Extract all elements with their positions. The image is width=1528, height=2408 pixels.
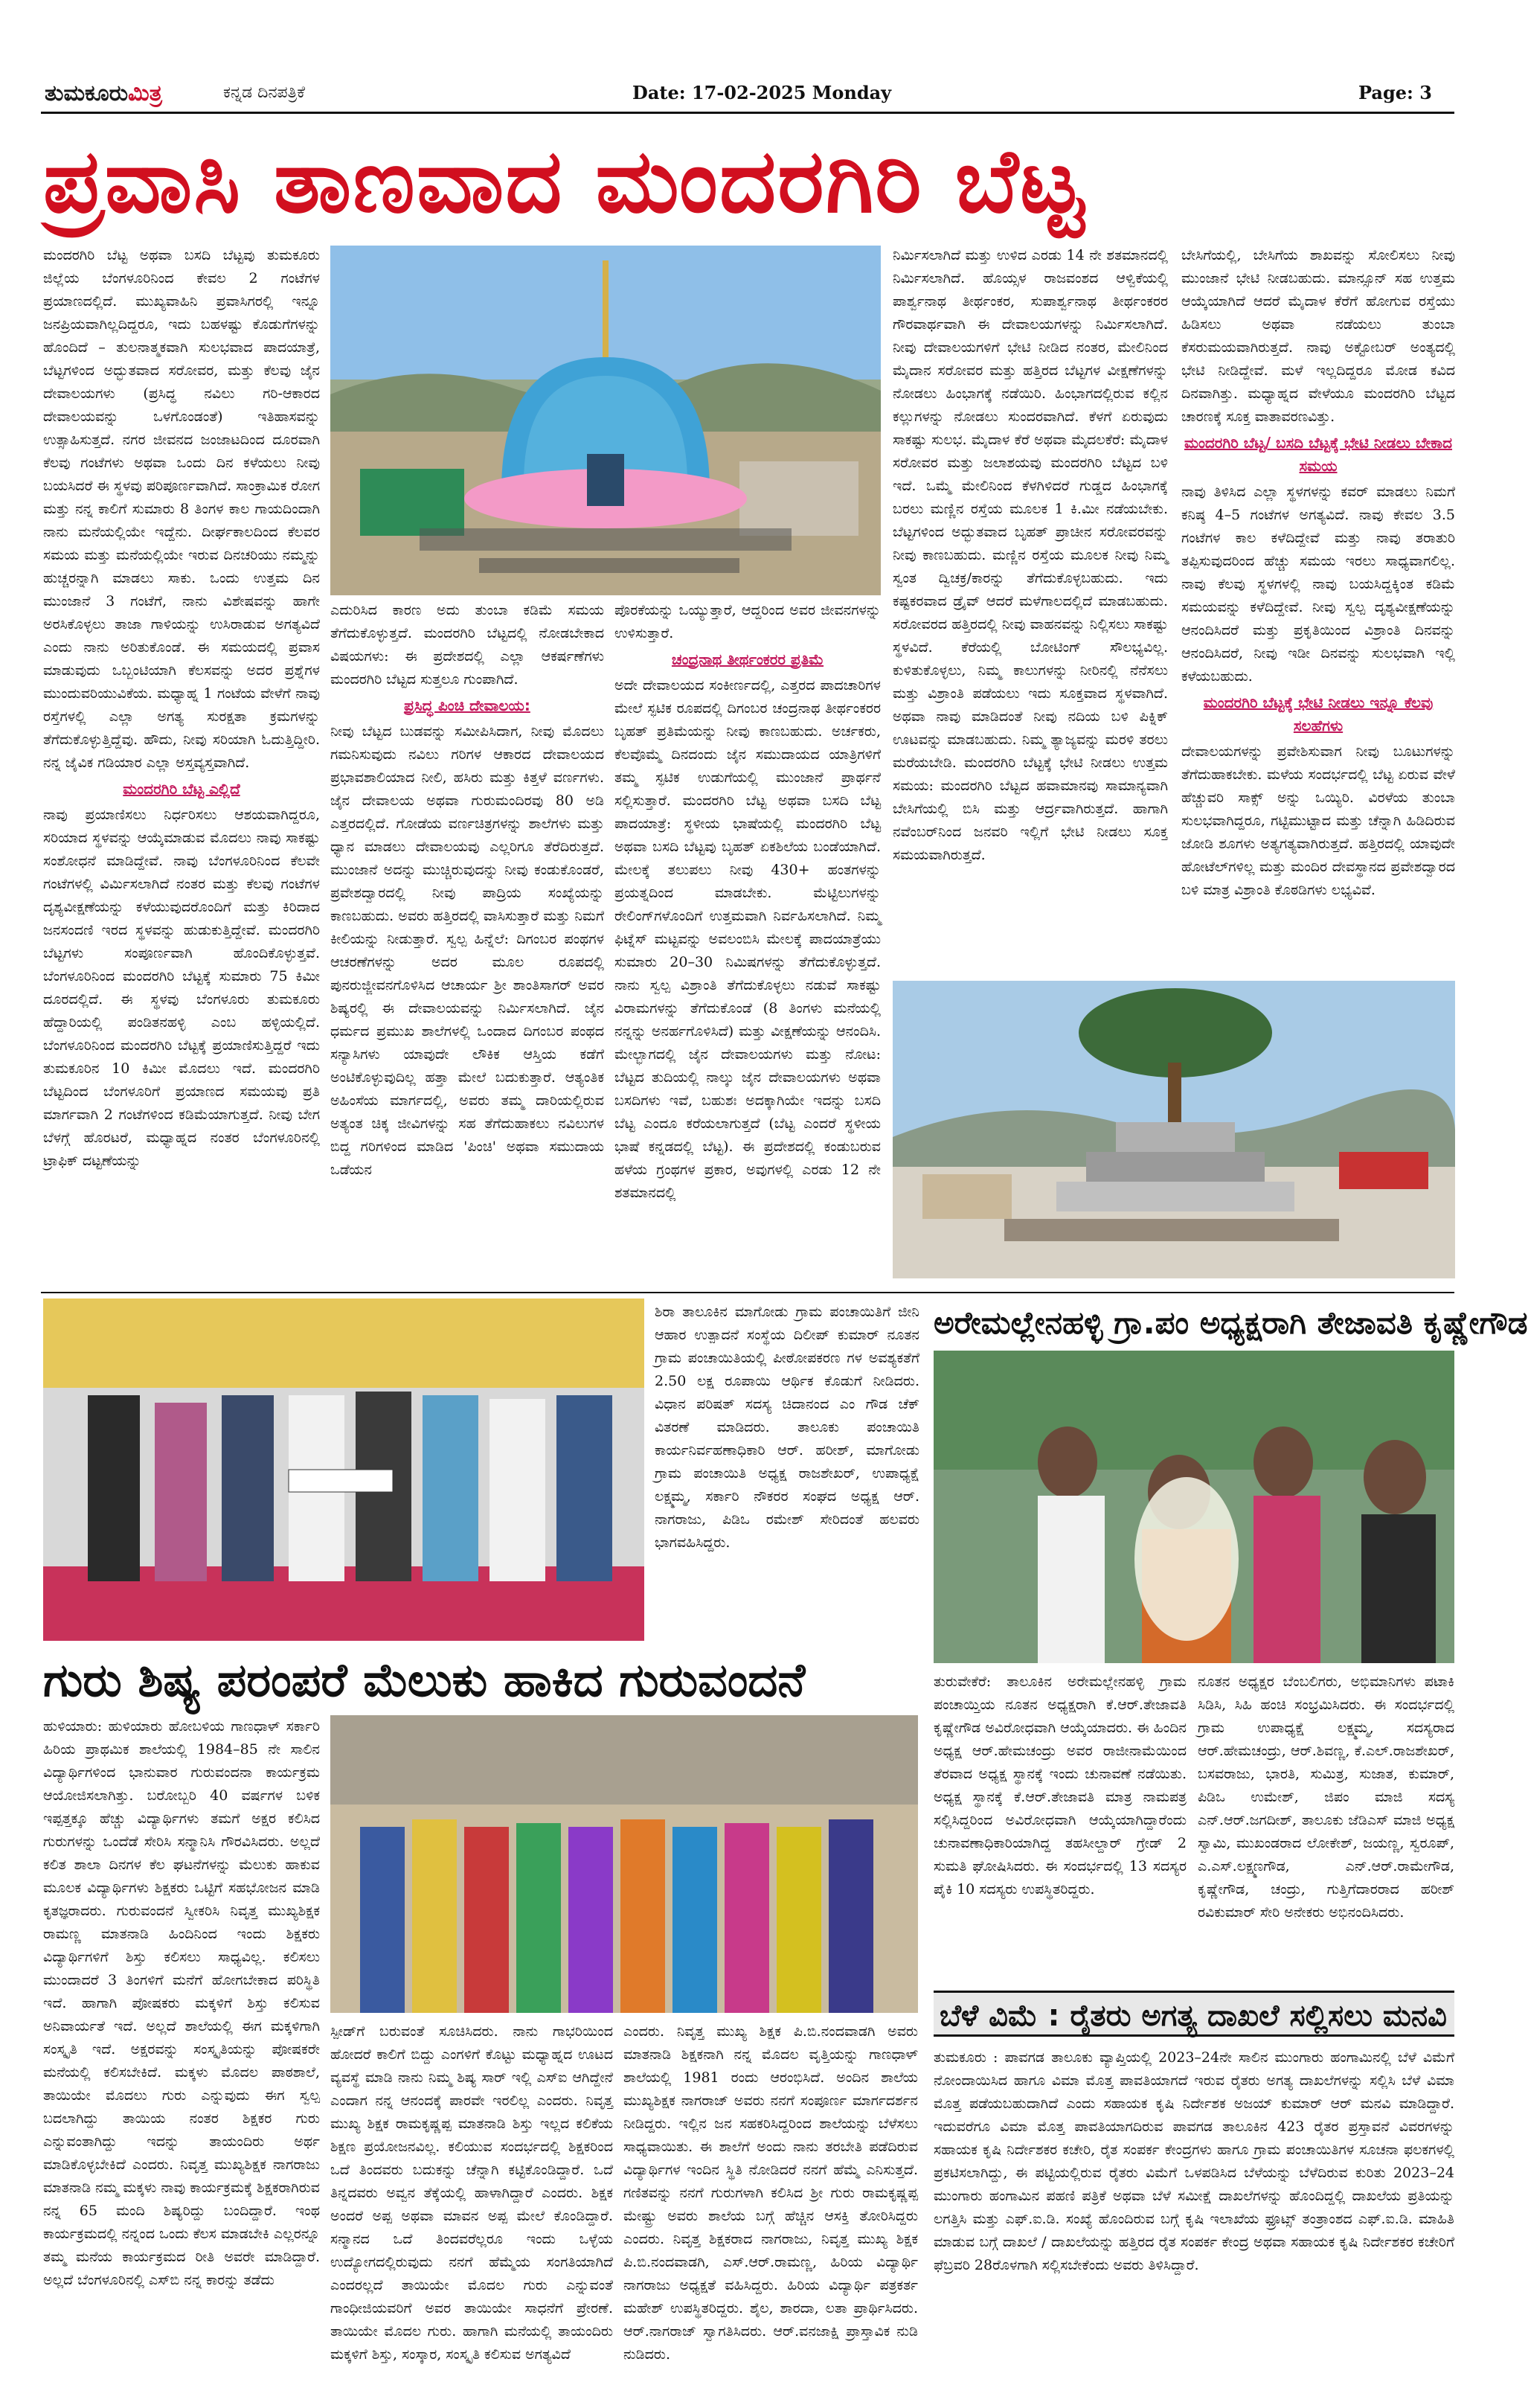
story3-headline: ಗುರು ಶಿಷ್ಯ ಪರಂಪರೆ ಮೆಲುಕು ಹಾಕಿದ ಗುರುವಂದನೆ [43, 1653, 806, 1707]
story3-col-b-text: ಸ್ಪೀಡ್‌ಗೆ ಬರುವಂತೆ ಸೂಚಿಸಿದರು. ನಾನು ಗಾಭರಿಯಿಂದ ಹೋದರೆ ಕಾಲಿಗೆ ಬಿದ್ದು ಎಂಗಳಿಗೆ ಕೊಟ್ಟು ಮಧ್ಯಾಹ್ನದ ಊಟದ ವ್ಯವಸ್ಥೆ ಮಾಡಿ ನಾನು ನಿಮ್ಮ ಶಿಷ್ಯ ಸಾರ್ ಇಲ್ಲಿ ಎಸ್‌ಐ ಆಗಿದ್ದೇನೆ ಎಂದಾಗ ನನ್ನ ಆನಂದಕ್ಕೆ ಪಾರವೇ ಇರಲಿಲ್ಲ ಎಂದರು. ನಿವೃತ್ತ ಮುಖ್ಯ ಶಿಕ್ಷಕ ರಾಮಕೃಷ್ಣಪ್ಪ ಮಾತನಾಡಿ ಶಿಸ್ತು ಇಲ್ಲದ ಕಲಿಕೆಯ ಶಿಕ್ಷಣ ಪ್ರಯೋಜನವಿಲ್ಲ. ಕಲಿಯುವ ಸಂದರ್ಭದಲ್ಲಿ ಶಿಕ್ಷಕರಿಂದ ಒದೆ ತಿಂದವರು ಬದುಕನ್ನು ಚೆನ್ನಾಗಿ ಕಟ್ಟಿಕೊಂಡಿದ್ದಾರೆ. ಒದೆ ತಿನ್ನದವರು ಅವ್ವನ ತೆಕ್ಕೆಯಲ್ಲಿ ಹಾಳಾಗಿದ್ದಾರೆ ಎಂದರು. ಶಿಕ್ಷಕ ಅಂದರೆ ಅಪ್ಪ ಅಥವಾ ಮಾವನ ಅಪ್ಪ ಮೇಲೆ ಕೊಂಡಿದ್ದಾರೆ. ಸನ್ಮಾನದ ಒದೆ ತಿಂದವರೆಲ್ಲರೂ ಇಂದು ಒಳ್ಳೆಯ ಉದ್ಯೋಗದಲ್ಲಿರುವುದು ನನಗೆ ಹೆಮ್ಮೆಯ ಸಂಗತಿಯಾಗಿದೆ ಎಂದರಲ್ಲದೆ ತಾಯಿಯೇ ಮೊದಲ ಗುರು ಎನ್ನುವಂತೆ ಗಾಂಧೀಜಿಯವರಿಗೆ ಅವರ ತಾಯಿಯೇ ಸಾಧನೆಗೆ ಪ್ರೇರಣೆ. ತಾಯಿಯೇ ಮೊದಲ ಗುರು. ಹಾಗಾಗಿ ಮನೆಯಲ್ಲಿ ತಾಯಂದಿರು ಮಕ್ಕಳಿಗೆ ಶಿಸ್ತು, ಸಂಸ್ಕಾರ, ಸಂಸ್ಕೃತಿ ಕಲಿಸುವ ಅಗತ್ಯವಿದೆ [330, 2023, 613, 2363]
subhead-time-needed [1181, 432, 1455, 478]
peacock-temple-illustration [330, 246, 881, 595]
story4-body-text: ತುಮಕೂರು : ಪಾವಗಡ ತಾಲೂಕು ವ್ಯಾಪ್ತಿಯಲ್ಲಿ 2023–24ನೇ ಸಾಲಿನ ಮುಂಗಾರು ಹಂಗಾಮಿನಲ್ಲಿ ಬೆಳೆ ವಿಮೆಗೆ ನೋಂದಾಯಿಸಿದ ಹಾಗೂ ವಿಮಾ ಮೊತ್ತ ಪಾವತಿಯಾಗದೆ ಇರುವ ರೈತರು ಅಗತ್ಯ ದಾಖಲೆಗಳನ್ನು ಸಲ್ಲಿಸಿ ಬೆಳೆ ವಿಮಾ ಮೊತ್ತ ಪಡೆಯಬಹುದಾಗಿದೆ ಎಂದು ಸಹಾಯಕ ಕೃಷಿ ನಿರ್ದೇಶಕ ಅಜಯ್ ಕುಮಾರ್ ಆರ್ ಮನವಿ ಮಾಡಿದ್ದಾರೆ. ಇದುವರೆಗೂ ವಿಮಾ ಮೊತ್ತ ಪಾವತಿಯಾಗದಿರುವ ಪಾವಗಡ ತಾಲೂಕಿನ 423 ರೈತರ ಪ್ರಸ್ತಾವನೆ ವಿವರಗಳನ್ನು ಸಹಾಯಕ ಕೃಷಿ ನಿರ್ದೇಶಕರ ಕಚೇರಿ, ರೈತ ಸಂಪರ್ಕ ಕೇಂದ್ರಗಳು ಹಾಗೂ ಗ್ರಾಮ ಪಂಚಾಯಿತಿಗಳ ಸೂಚನಾ ಫಲಕಗಳಲ್ಲಿ ಪ್ರಕಟಿಸಲಾಗಿದ್ದು, ಈ ಪಟ್ಟಿಯಲ್ಲಿರುವ ರೈತರು ವಿಮೆಗೆ ಒಳಪಡಿಸಿದ ಬೆಳೆಯನ್ನು ಬೆಳೆದಿರುವ ಕುರಿತು 2023–24 ಮುಂಗಾರು ಹಂಗಾಮಿನ ಪಹಣಿ ಪತ್ರಿಕೆ ಅಥವಾ ಬೆಳೆ ಸಮೀಕ್ಷೆ ದಾಖಲೆಗಳನ್ನು ಹೊಂದಿದ್ದಲ್ಲಿ ದಾಖಲೆಯ ಪ್ರತಿಯನ್ನು ಲಗತ್ತಿಸಿ ಮತ್ತು ಎಫ್.ಐ.ಡಿ. ಸಂಖ್ಯೆ ಹೊಂದಿರುವ ಬಗ್ಗೆ ಕೃಷಿ ಇಲಾಖೆಯ ಫ್ರೂಟ್ಸ್ ತಂತ್ರಾಂಶದ ಎಫ್.ಐ.ಡಿ. ಮಾಹಿತಿ ಮಾಡುವ ಬಗ್ಗೆ ದಾಖಲೆ / ದಾಖಲೆಯನ್ನು ಹತ್ತಿರದ ರೈತ ಸಂಪರ್ಕ ಕೇಂದ್ರ ಅಥವಾ ಸಹಾಯಕ ಕೃಷಿ ನಿರ್ದೇಶಕರ ಕಚೇರಿಗೆ ಫೆಬ್ರವರಿ 28ರೊಳಗಾಗಿ ಸಲ್ಲಿಸಬೇಕೆಂದು ಅವರು ತಿಳಿಸಿದ್ದಾರೆ. [934, 2049, 1454, 2273]
subhead-where-text: ಮಂದರಗಿರಿ ಬೆಟ್ಟ ಎಲ್ಲಿದೆ [123, 780, 240, 798]
photo-cheque-handover [43, 1299, 644, 1641]
subhead-chandranatha-text: ಚಂದ್ರನಾಥ ತೀರ್ಥಂಕರರ ಪ್ರತಿಮೆ [671, 650, 824, 668]
cheque-handover-illustration [43, 1299, 644, 1641]
story3-column-b [330, 2020, 613, 2385]
lead-col1-text: ಮಂದರಗಿರಿ ಬೆಟ್ಟ ಅಥವಾ ಬಸದಿ ಬೆಟ್ಟವು ತುಮಕೂರು ಜಿಲ್ಲೆಯ ಬೆಂಗಳೂರಿನಿಂದ ಕೇವಲ 2 ಗಂಟೆಗಳ ಪ್ರಯಾಣದಲ್ಲಿದೆ. ಮುಖ್ಯವಾಹಿನಿ ಪ್ರವಾಸಿಗರಲ್ಲಿ ಇನ್ನೂ ಜನಪ್ರಿಯವಾಗಿಲ್ಲದಿದ್ದರೂ, ಇದು ಬಹಳಷ್ಟು ಕೊಡುಗೆಗಳನ್ನು ಹೊಂದಿದೆ – ತುಲನಾತ್ಮಕವಾಗಿ ಸುಲಭವಾದ ಪಾದಯಾತ್ರೆ, ಬೆಟ್ಟಗಳಿಂದ ಅದ್ಭುತವಾದ ಸರೋವರ, ಮತ್ತು ಕೆಲವು ಜೈನ ದೇವಾಲಯಗಳು (ಪ್ರಸಿದ್ಧ ನವಿಲು ಗರಿ-ಆಕಾರದ ದೇವಾಲಯವನ್ನು ಒಳಗೊಂಡಂತೆ) ಇತಿಹಾಸವನ್ನು ಉತ್ಸಾಹಿಸುತ್ತದೆ. ನಗರ ಜೀವನದ ಜಂಜಾಟದಿಂದ ದೂರವಾಗಿ ಕೆಲವು ಗಂಟೆಗಳು ಅಥವಾ ಒಂದು ದಿನ ಕಳೆಯಲು ನೀವು ಬಯಸಿದರೆ ಈ ಸ್ಥಳವು ಪರಿಪೂರ್ಣವಾಗಿದೆ. ಸಾಂಕ್ರಾಮಿಕ ರೋಗ ಮತ್ತು ನನ್ನ ಕಾಲಿಗೆ ಸುಮಾರು 8 ತಿಂಗಳ ಕಾಲ ಗಾಯದಿಂದಾಗಿ ನಾನು ಮನೆಯಲ್ಲಿಯೇ ಇದ್ದೆನು. ದೀರ್ಘಕಾಲದಿಂದ ಕೆಲವರ ಸಮಯ ಮತ್ತು ಮನೆಯಲ್ಲಿಯೇ ಇರುವ ದಿನಚರಿಯು ನಮ್ಮನ್ನು ಹುಚ್ಚರನ್ನಾಗಿ ಮಾಡಲು ಸಾಕು. ಒಂದು ಉತ್ತಮ ದಿನ ಮುಂಜಾನೆ 3 ಗಂಟೆಗೆ, ನಾನು ವಿಶೇಷವನ್ನು ಹಾಗೇ ಅರಸಿಕೊಳ್ಳಲು ತಾಜಾ ಗಾಳಿಯನ್ನು ಉಸಿರಾಡುವ ಅಗತ್ಯವಿದೆ ಎಂದು ನಾನು ಅರಿತುಕೊಂಡೆ. ಈ ಸಮಯದಲ್ಲಿ ಪ್ರವಾಸ ಮಾಡುವುದು ಒಬ್ಬಂಟಿಯಾಗಿ ಕೆಲಸವನ್ನು ಅದರ ಪ್ರಶ್ನೆಗಳ ಮುಂದುವರಿಯುವಿಕೆಯ. ಮಧ್ಯಾಹ್ನ 1 ಗಂಟೆಯ ವೇಳೆಗೆ ನಾವು ರಸ್ತೆಗಳಲ್ಲಿ ಎಲ್ಲಾ ಅಗತ್ಯ ಸುರಕ್ಷತಾ ಕ್ರಮಗಳನ್ನು ತೆಗೆದುಕೊಳ್ಳುತ್ತಿದ್ದೆವು. ಹೌದು, ನೀವು ಸರಿಯಾಗಿ ಓದುತ್ತಿದ್ದೀರಿ. ನನ್ನ ಜೈವಿಕ ಗಡಿಯಾರ ಎಲ್ಲಾ ಅಸ್ತವ್ಯಸ್ತವಾಗಿದೆ. [43, 247, 320, 771]
story2-col-b-text: ತುರುವೇಕೆರೆ: ತಾಲೂಕಿನ ಅರೇಮಲ್ಲೇನಹಳ್ಳಿ ಗ್ರಾಮ ಪಂಚಾಯ್ತಿಯ ನೂತನ ಅಧ್ಯಕ್ಷರಾಗಿ ಕೆ.ಆರ್.ತೇಜಾವತಿ ಕೃಷ್ಣೇಗೌಡ ಅವಿರೋಧವಾಗಿ ಆಯ್ಕೆಯಾದರು. ಈ ಹಿಂದಿನ ಅಧ್ಯಕ್ಷ ಆರ್.ಹೇಮಚಂದ್ರು ಅವರ ರಾಜೀನಾಮೆಯಿಂದ ತೆರವಾದ ಅಧ್ಯಕ್ಷ ಸ್ಥಾನಕ್ಕೆ ಇಂದು ಚುನಾವಣೆ ನಡೆಯಿತು. ಅಧ್ಯಕ್ಷ ಸ್ಥಾನಕ್ಕೆ ಕೆ.ಆರ್.ತೇಜಾವತಿ ಮಾತ್ರ ನಾಮಪತ್ರ ಸಲ್ಲಿಸಿದ್ದರಿಂದ ಅವಿರೋಧವಾಗಿ ಆಯ್ಕೆಯಾಗಿದ್ದಾರೆಂದು ಚುನಾವಣಾಧಿಕಾರಿಯಾಗಿದ್ದ ತಹಸೀಲ್ದಾರ್ ಗ್ರೇಡ್ 2 ಸುಮತಿ ಘೋಷಿಸಿದರು. ಈ ಸಂದರ್ಭದಲ್ಲಿ 13 ಸದಸ್ಯರ ಪೈಕಿ 10 ಸದಸ್ಯರು ಉಪಸ್ಥಿತರಿದ್ದರು. [934, 1674, 1187, 1898]
logo-part1: ತುಮಕೂರು [45, 80, 129, 106]
story2-col-a-text: ಶಿರಾ ತಾಲೂಕಿನ ಮಾಗೋಡು ಗ್ರಾಮ ಪಂಚಾಯಿತಿಗೆ ಜೀನಿ ಆಹಾರ ಉತ್ಪಾದನೆ ಸಂಸ್ಥೆಯ ದಿಲೀಪ್ ಕುಮಾರ್ ನೂತನ ಗ್ರಾಮ ಪಂಚಾಯಿತಿಯಲ್ಲಿ ಪೀಠೋಪಕರಣ ಗಳ ಅವಶ್ಯಕತೆಗೆ 2.50 ಲಕ್ಷ ರೂಪಾಯಿ ಆರ್ಥಿಕ ಕೊಡುಗೆ ನೀಡಿದರು. ವಿಧಾನ ಪರಿಷತ್ ಸದಸ್ಯ ಚಿದಾನಂದ ಎಂ ಗೌಡ ಚೆಕ್ ವಿತರಣೆ ಮಾಡಿದರು. ತಾಲೂಕು ಪಂಚಾಯಿತಿ ಕಾರ್ಯನಿರ್ವಹಣಾಧಿಕಾರಿ ಆರ್. ಹರೀಶ್, ಮಾಗೋಡು ಗ್ರಾಮ ಪಂಚಾಯಿತಿ ಅಧ್ಯಕ್ಷ ರಾಜಶೇಖರ್, ಉಪಾಧ್ಯಕ್ಷೆ ಲಕ್ಷ್ಮಮ್ಮ, ಸರ್ಕಾರಿ ನೌಕರರ ಸಂಘದ ಅಧ್ಯಕ್ಷ ಆರ್. ನಾಗರಾಜು, ಪಿಡಿಒ ರಮೇಶ್ ಸೇರಿದಂತೆ ಹಲವರು ಭಾಗವಹಿಸಿದ್ದರು. [655, 1304, 919, 1551]
story2-column-a [655, 1301, 919, 1643]
lead-column-3 [614, 599, 881, 1287]
masthead-rule [41, 112, 1454, 114]
group-illustration [330, 1715, 918, 2013]
photo-group-gurvandane [330, 1715, 918, 2013]
story3-col-c-text: ಎಂದರು. ನಿವೃತ್ತ ಮುಖ್ಯ ಶಿಕ್ಷಕ ಪಿ.ಬಿ.ನಂದವಾಡಗಿ ಅವರು ಮಾತನಾಡಿ ಶಿಕ್ಷಕನಾಗಿ ನನ್ನ ಮೊದಲ ವೃತ್ತಿಯನ್ನು ಗಾಣಧಾಳ್ ಶಾಲೆಯಲ್ಲಿ 1981 ರಂದು ಆರಂಭಿಸಿದೆ. ಅಂದಿನ ಶಾಲೆಯ ಮುಖ್ಯಶಿಕ್ಷಕ ನಾಗರಾಜ್ ಅವರು ನನಗೆ ಸಂಪೂರ್ಣ ಮಾರ್ಗದರ್ಶನ ನೀಡಿದ್ದರು. ಇಲ್ಲಿನ ಜನ ಸಹಕರಿಸಿದ್ದರಿಂದ ಶಾಲೆಯನ್ನು ಬೆಳೆಸಲು ಸಾಧ್ಯವಾಯಿತು. ಈ ಶಾಲೆಗೆ ಅಂದು ನಾನು ತರಬೇತಿ ಪಡೆದಿರುವ ವಿದ್ಯಾರ್ಥಿಗಳ ಇಂದಿನ ಸ್ಥಿತಿ ನೋಡಿದರೆ ನನಗೆ ಹೆಮ್ಮೆ ಎನಿಸುತ್ತದೆ. ಗಣಿತವನ್ನು ನನಗೆ ಗುರುಗಳಾಗಿ ಕಲಿಸಿದ ಶ್ರೀ ಗುರು ರಾಮಕೃಷ್ಣಪ್ಪ ಮೇಷ್ಟ್ರು ಅವರು ಶಾಲೆಯ ಬಗ್ಗೆ ಹೆಚ್ಚಿನ ಆಸಕ್ತಿ ತೋರಿಸಿದ್ದರು ಎಂದರು. ನಿವೃತ್ತ ಶಿಕ್ಷಕರಾದ ನಾಗರಾಜು, ನಿವೃತ್ತ ಮುಖ್ಯ ಶಿಕ್ಷಕ ಪಿ.ಬಿ.ನಂದವಾಡಗಿ, ಎಸ್.ಆರ್.ರಾಮಣ್ಣ, ಹಿರಿಯ ವಿದ್ಯಾರ್ಥಿ ನಾಗರಾಜು ಅಧ್ಯಕ್ಷತೆ ವಹಿಸಿದ್ದರು. ಹಿರಿಯ ವಿದ್ಯಾರ್ಥಿ ಪತ್ರಕರ್ತ ಮಹೇಶ್ ಉಪಸ್ಥಿತರಿದ್ದರು. ಶೈಲ, ಶಾರದಾ, ಲತಾ ಪ್ರಾರ್ಥಿಸಿದರು. ಆರ್.ನಾಗರಾಜ್ ಸ್ವಾಗತಿಸಿದರು. ಆರ್.ವನಜಾಕ್ಷಿ ಪ್ರಾಸ್ತಾವಿಕ ನುಡಿ ನುಡಿದರು. [623, 2023, 918, 2363]
subhead-time-text: ಮಂದರಗಿರಿ ಬೆಟ್ಟ/ ಬಸದಿ ಬೆಟ್ಟಕ್ಕೆ ಭೇಟಿ ನೀಡಲು ಬೇಕಾದ ಸಮಯ [1184, 434, 1453, 475]
story2-column-c [1198, 1671, 1454, 1983]
lead-col3b-text: ಅದೇ ದೇವಾಲಯದ ಸಂಕೀರ್ಣದಲ್ಲಿ, ಎತ್ತರದ ಪಾದಚಾರಿಗಳ ಮೇಲೆ ಸ್ಫಟಿಕ ರೂಪದಲ್ಲಿ ದಿಗಂಬರ ಚಂದ್ರನಾಥ ತೀರ್ಥಂಕರರ ಬೃಹತ್ ಪ್ರತಿಮೆಯನ್ನು ನೀವು ಕಾಣಬಹುದು. ಅರ್ಚಕರು, ಕೆಲವೊಮ್ಮೆ ದಿನದಂದು ಜೈನ ಸಮುದಾಯದ ಯಾತ್ರಿಗಳಿಗೆ ತಮ್ಮ ಸ್ಫಟಿಕ ಉಡುಗೆಯಲ್ಲಿ ಮುಂಜಾನೆ ಪ್ರಾರ್ಥನೆ ಸಲ್ಲಿಸುತ್ತಾರೆ. ಮಂದರಗಿರಿ ಬೆಟ್ಟ ಅಥವಾ ಬಸದಿ ಬೆಟ್ಟ ಪಾದಯಾತ್ರೆ: ಸ್ಥಳೀಯ ಭಾಷೆಯಲ್ಲಿ ಮಂದರಗಿರಿ ಬೆಟ್ಟ ಅಥವಾ ಬಸದಿ ಬೆಟ್ಟವು ಬೃಹತ್ ಏಕಶಿಲೆಯ ಬಂಡೆಯಾಗಿದೆ. ಮೇಲಕ್ಕೆ ತಲುಪಲು ನೀವು 430+ ಹಂತಗಳನ್ನು ಪ್ರಯತ್ನದಿಂದ ಮಾಡಬೇಕು. ಮೆಟ್ಟಿಲುಗಳನ್ನು ರೇಲಿಂಗ್‌ಗಳೊಂದಿಗೆ ಉತ್ತಮವಾಗಿ ನಿರ್ವಹಿಸಲಾಗಿದೆ. ನಿಮ್ಮ ಫಿಟ್ನೆಸ್ ಮಟ್ಟವನ್ನು ಅವಲಂಬಿಸಿ ಮೇಲಕ್ಕೆ ಪಾದಯಾತ್ರೆಯು ಸುಮಾರು 20–30 ನಿಮಿಷಗಳನ್ನು ತೆಗೆದುಕೊಳ್ಳುತ್ತದೆ. ನಾನು ಸ್ವಲ್ಪ ವಿಶ್ರಾಂತಿ ತೆಗೆದುಕೊಳ್ಳಲು ನಡುವೆ ಸಾಕಷ್ಟು ವಿರಾಮಗಳನ್ನು ತೆಗೆದುಕೊಂಡೆ (8 ತಿಂಗಳು ಮನೆಯಲ್ಲಿ ನನ್ನನ್ನು ಅನರ್ಹಗೊಳಿಸಿದೆ) ಮತ್ತು ವೀಕ್ಷಣೆಯನ್ನು ಆನಂದಿಸಿ. ಮೇಲ್ಭಾಗದಲ್ಲಿ ಜೈನ ದೇವಾಲಯಗಳು ಮತ್ತು ನೋಟ: ಬೆಟ್ಟದ ತುದಿಯಲ್ಲಿ ನಾಲ್ಕು ಜೈನ ದೇವಾಲಯಗಳು ಅಥವಾ ಬಸದಿಗಳು ಇವೆ, ಬಹುಶಃ ಅದಕ್ಕಾಗಿಯೇ ಇದನ್ನು ಬಸದಿ ಬೆಟ್ಟ ಎಂದೂ ಕರೆಯಲಾಗುತ್ತದೆ (ಬೆಟ್ಟ ಎಂದರೆ ಸ್ಥಳೀಯ ಭಾಷೆ ಕನ್ನಡದಲ್ಲಿ ಬೆಟ್ಟ). ಈ ಪ್ರದೇಶದಲ್ಲಿ ಕಂಡುಬರುವ ಹಳೆಯ ಗ್ರಂಥಗಳ ಪ್ರಕಾರ, ಅವುಗಳಲ್ಲಿ ಎರಡು 12 ನೇ ಶತಮಾನದಲ್ಲಿ [614, 677, 881, 1201]
lead-col2-text: ಎದುರಿಸಿದ ಕಾರಣ ಅದು ತುಂಬಾ ಕಡಿಮೆ ಸಮಯ ತೆಗೆದುಕೊಳ್ಳುತ್ತದೆ. ಮಂದರಗಿರಿ ಬೆಟ್ಟದಲ್ಲಿ ನೋಡಬೇಕಾದ ವಿಷಯಗಳು: ಈ ಪ್ರದೇಶದಲ್ಲಿ ಎಲ್ಲಾ ಆಕರ್ಷಣೆಗಳು ಮಂದರಗಿರಿ ಬೆಟ್ಟದ ಸುತ್ತಲೂ ಗುಂಪಾಗಿದೆ. [330, 602, 604, 688]
lead-column-4 [893, 244, 1168, 973]
page-number: Page: 3 [1358, 82, 1432, 103]
story2-col-c-text: ನೂತನ ಅಧ್ಯಕ್ಷರ ಬೆಂಬಲಿಗರು, ಅಭಿಮಾನಿಗಳು ಪಟಾಕಿ ಸಿಡಿಸಿ, ಸಿಹಿ ಹಂಚಿ ಸಂಭ್ರಮಿಸಿದರು. ಈ ಸಂದರ್ಭದಲ್ಲಿ ಗ್ರಾಮ ಉಪಾಧ್ಯಕ್ಷೆ ಲಕ್ಷ್ಮಮ್ಮ, ಸದಸ್ಯರಾದ ಆರ್.ಹೇಮಚಂದ್ರು, ಆರ್.ಶಿವಣ್ಣ, ಕೆ.ಎಲ್.ರಾಜಶೇಖರ್, ಬಸವರಾಜು, ಭಾರತಿ, ಸುಮಿತ್ರ, ಸುಜಾತ, ಕುಮಾರ್, ಪಿಡಿಒ ಉಮೇಶ್, ಜಿಪಂ ಮಾಜಿ ಸದಸ್ಯ ಎನ್.ಆರ್.ಜಗದೀಶ್, ತಾಲೂಕು ಜೆಡಿಎಸ್ ಮಾಜಿ ಅಧ್ಯಕ್ಷ ಸ್ವಾಮಿ, ಮುಖಂಡರಾದ ಲೋಕೇಶ್, ಜಯಣ್ಣ, ಸ್ವರೂಪ್, ಎ.ಎಸ್.ಲಕ್ಷ್ಮಣಗೌಡ, ಎನ್.ಆರ್.ರಾಮೇಗೌಡ, ಕೃಷ್ಣೇಗೌಡ, ಚಂದ್ರು, ಗುತ್ತಿಗೆದಾರರಾದ ಹರೀಶ್ ರವಿಕುಮಾರ್ ಸೇರಿ ಅನೇಕರು ಅಭಿನಂದಿಸಿದರು. [1198, 1674, 1454, 1921]
lead-col4-text: ನಿರ್ಮಿಸಲಾಗಿದೆ ಮತ್ತು ಉಳಿದ ಎರಡು 14 ನೇ ಶತಮಾನದಲ್ಲಿ ನಿರ್ಮಿಸಲಾಗಿದೆ. ಹೊಯ್ಸಳ ರಾಜವಂಶದ ಆಳ್ವಿಕೆಯಲ್ಲಿ ಪಾರ್ಶ್ವನಾಥ ತೀರ್ಥಂಕರ, ಸುಪಾರ್ಶ್ವನಾಥ ತೀರ್ಥಂಕರರ ಗೌರವಾರ್ಥವಾಗಿ ಈ ದೇವಾಲಯಗಳನ್ನು ನಿರ್ಮಿಸಲಾಗಿದೆ. ನೀವು ದೇವಾಲಯಗಳಿಗೆ ಭೇಟಿ ನೀಡಿದ ನಂತರ, ಮೇಲಿನಿಂದ ಮೈದಾನ ಸರೋವರ ಮತ್ತು ಹತ್ತಿರದ ಬೆಟ್ಟಗಳ ವೀಕ್ಷಣೆಗಳನ್ನು ನೋಡಲು ಹಿಂಭಾಗಕ್ಕೆ ನಡೆಯಿರಿ. ಹಿಂಭಾಗದಲ್ಲಿರುವ ಕಲ್ಲಿನ ಕಲ್ಲುಗಳನ್ನು ನೋಡಲು ಸುಂದರವಾಗಿದೆ. ಕೆಳಗೆ ಏರುವುದು ಸಾಕಷ್ಟು ಸುಲಭ. ಮೈದಾಳ ಕೆರೆ ಅಥವಾ ಮೈದಲಕೆರೆ: ಮೈದಾಳ ಸರೋವರ ಮತ್ತು ಜಲಾಶಯವು ಮಂದರಗಿರಿ ಬೆಟ್ಟದ ಬಳಿ ಇದೆ. ಒಮ್ಮೆ ಮೇಲಿನಿಂದ ಕೆಳಗಿಳಿದರೆ ಗುಡ್ಡದ ಹಿಂಭಾಗಕ್ಕೆ ಬರಲು ಮಣ್ಣಿನ ರಸ್ತೆಯ ಮೂಲಕ 1 ಕಿ.ಮೀ ನಡೆಯಬೇಕು. ಬೆಟ್ಟಗಳಿಂದ ಅದ್ಭುತವಾದ ಬೃಹತ್ ಪ್ರಾಚೀನ ಸರೋವರವನ್ನು ನೀವು ಕಾಣಬಹುದು. ಮಣ್ಣಿನ ರಸ್ತೆಯ ಮೂಲಕ ನೀವು ನಿಮ್ಮ ಸ್ವಂತ ದ್ವಿಚಕ್ರ/ಕಾರನ್ನು ತೆಗೆದುಕೊಳ್ಳಬಹುದು. ಇದು ಕಷ್ಟಕರವಾದ ಡ್ರೈವ್ ಆದರೆ ಮಳೆಗಾಲದಲ್ಲಿದೆ ಮಾಡಬಹುದು. ಸರೋವರದ ಹತ್ತಿರದಲ್ಲಿ ನೀವು ವಾಹನವನ್ನು ನಿಲ್ಲಿಸಲು ಸಾಕಷ್ಟು ಸ್ಥಳವಿದೆ. ಕೆರೆಯಲ್ಲಿ ಬೋಟಿಂಗ್ ಸೌಲಭ್ಯವಿಲ್ಲ. ಕುಳಿತುಕೊಳ್ಳಲು, ನಿಮ್ಮ ಕಾಲುಗಳನ್ನು ನೀರಿನಲ್ಲಿ ನೆನೆಸಲು ಮತ್ತು ವಿಶ್ರಾಂತಿ ಪಡೆಯಲು ಇದು ಸೂಕ್ತವಾದ ಸ್ಥಳವಾಗಿದೆ. ಅಥವಾ ನಾವು ಮಾಡಿದಂತೆ ನೀವು ನದಿಯ ಬಳಿ ಪಿಕ್ನಿಕ್ ಊಟವನ್ನು ಮಾಡಬಹುದು. ನಿಮ್ಮ ತ್ಯಾಜ್ಯವನ್ನು ಮರಳಿ ತರಲು ಮರೆಯಬೇಡಿ. ಮಂದರಗಿರಿ ಬೆಟ್ಟಕ್ಕೆ ಭೇಟಿ ನೀಡಲು ಉತ್ತಮ ಸಮಯ: ಮಂದರಗಿರಿ ಬೆಟ್ಟದ ಹವಾಮಾನವು ಸಾಮಾನ್ಯವಾಗಿ ಬೇಸಿಗೆಯಲ್ಲಿ ಬಿಸಿ ಮತ್ತು ಆರ್ದ್ರವಾಗಿರುತ್ತದೆ. ಹಾಗಾಗಿ ನವೆಂಬರ್‌ನಿಂದ ಜನವರಿ ಇಲ್ಲಿಗೆ ಭೇಟಿ ನೀಡಲು ಸೂಕ್ತ ಸಮಯವಾಗಿರುತ್ತದೆ. [893, 247, 1168, 863]
lead-col5-text: ಬೇಸಿಗೆಯಲ್ಲಿ, ಬೇಸಿಗೆಯ ಶಾಖವನ್ನು ಸೋಲಿಸಲು ನೀವು ಮುಂಜಾನೆ ಭೇಟಿ ನೀಡಬಹುದು. ಮಾನ್ಸೂನ್ ಸಹ ಉತ್ತಮ ಆಯ್ಕೆಯಾಗಿದೆ ಆದರೆ ಮೈದಾಳ ಕೆರೆಗೆ ಹೋಗುವ ರಸ್ತೆಯು ಹಿಡಿಸಲು ಅಥವಾ ನಡೆಯಲು ತುಂಬಾ ಕೆಸರುಮಯವಾಗಿರುತ್ತದೆ. ನಾವು ಅಕ್ಟೋಬರ್ ಅಂತ್ಯದಲ್ಲಿ ಭೇಟಿ ನೀಡಿದ್ದೇವೆ. ಮಳೆ ಇಲ್ಲದಿದ್ದರೂ ಮೋಡ ಕವಿದ ದಿನವಾಗಿತ್ತು. ಮಧ್ಯಾಹ್ನದ ವೇಳೆಯೂ ಮಂದರಗಿರಿ ಬೆಟ್ಟದ ಚಾರಣಕ್ಕೆ ಸೂಕ್ತ ವಾತಾವರಣವಿತ್ತು. [1181, 247, 1455, 425]
photo-garland-felicitation [934, 1351, 1454, 1663]
lead-column-1 [43, 244, 320, 1286]
subhead-chandranatha [614, 648, 881, 671]
lead-col1b-text: ನಾವು ಪ್ರಯಾಣಿಸಲು ನಿರ್ಧರಿಸಲು ಆಶಯವಾಗಿದ್ದರೂ, ಸರಿಯಾದ ಸ್ಥಳವನ್ನು ಆಯ್ಕೆಮಾಡುವ ಮೊದಲು ನಾವು ಸಾಕಷ್ಟು ಸಂಶೋಧನೆ ಮಾಡಿದ್ದೇವೆ. ನಾವು ಬೆಂಗಳೂರಿನಿಂದ ಕೆಲವೇ ಗಂಟೆಗಳಲ್ಲಿ ವಿರ್ಮಿಸಲಾಗಿದೆ ನಂತರ ಮತ್ತು ಕೆಲವು ಗಂಟೆಗಳ ದೃಶ್ಯವೀಕ್ಷಣೆಯನ್ನು ಕಳೆಯುವುದರೊಂದಿಗೆ ಮತ್ತು ಕಿರಿದಾದ ಜನಸಂದಣಿ ಇರದ ಸ್ಥಳವನ್ನು ಹುಡುಕುತ್ತಿದ್ದೇವೆ. ಮಂದರಗಿರಿ ಬೆಟ್ಟಗಳು ಸಂಪೂರ್ಣವಾಗಿ ಹೊಂದಿಕೊಳ್ಳುತ್ತವೆ. ಬೆಂಗಳೂರಿನಿಂದ ಮಂದರಗಿರಿ ಬೆಟ್ಟಕ್ಕೆ ಸುಮಾರು 75 ಕಿಮೀ ದೂರದಲ್ಲಿದೆ. ಈ ಸ್ಥಳವು ಬೆಂಗಳೂರು ತುಮಕೂರು ಹೆದ್ದಾರಿಯಲ್ಲಿ ಪಂಡಿತನಹಳ್ಳಿ ಎಂಬ ಹಳ್ಳಿಯಲ್ಲಿದೆ. ಬೆಂಗಳೂರಿನಿಂದ ಮಂದರಗಿರಿ ಬೆಟ್ಟಕ್ಕೆ ಪ್ರಯಾಣಿಸುತ್ತಿದ್ದರೆ ಇದು ತುಮಕೂರಿನ 10 ಕಿಮೀ ಮೊದಲು ಇದೆ. ಮಂದರಗಿರಿ ಬೆಟ್ಟದಿಂದ ಬೆಂಗಳೂರಿಗೆ ಪ್ರಯಾಣದ ಸಮಯವು ಪ್ರತಿ ಮಾರ್ಗವಾಗಿ 2 ಗಂಟೆಗಳಿಂದ ಕಡಿಮೆಯಾಗುತ್ತದೆ. ನೀವು ಬೇಗ ಬೆಳಗ್ಗೆ ಹೊರಟರೆ, ಮಧ್ಯಾಹ್ನದ ನಂತರ ಬೆಂಗಳೂರಿನಲ್ಲಿ ಟ್ರಾಫಿಕ್ ದಟ್ಟಣೆಯನ್ನು [43, 807, 320, 1169]
story3-column-c [623, 2020, 918, 2385]
story2-column-b [934, 1671, 1187, 1983]
lead-col5c-text: ದೇವಾಲಯಗಳನ್ನು ಪ್ರವೇಶಿಸುವಾಗ ನೀವು ಬೂಟುಗಳನ್ನು ತೆಗೆದುಹಾಕಬೇಕು. ಮಳೆಯ ಸಂದರ್ಭದಲ್ಲಿ ಬೆಟ್ಟ ಏರುವ ವೇಳೆ ಹೆಚ್ಚುವರಿ ಸಾಕ್ಸ್ ಅನ್ನು ಒಯ್ಯಿರಿ. ವಿರಳೆಯ ತುಂಬಾ ಸುಲಭವಾಗಿದ್ದರೂ, ಗಟ್ಟಿಮುಟ್ಟಾದ ಮತ್ತು ಚೆನ್ನಾಗಿ ಹಿಡಿದಿರುವ ಜೋಡಿ ಶೂಗಳು ಅತ್ಯಗತ್ಯವಾಗಿರುತ್ತದೆ. ಹತ್ತಿರದಲ್ಲಿ ಯಾವುದೇ ಹೋಟೆಲ್‌ಗಳಿಲ್ಲ ಮತ್ತು ಮಂದಿರ ದೇವಸ್ಥಾನದ ಪ್ರವೇಶದ್ವಾರದ ಬಳಿ ಮಾತ್ರ ವಿಶ್ರಾಂತಿ ಕೊಠಡಿಗಳು ಲಭ್ಯವಿವೆ. [1181, 743, 1455, 898]
story3-col-a-text: ಹುಳಿಯಾರು: ಹುಳಿಯಾರು ಹೋಬಳಿಯ ಗಾಣಧಾಳ್ ಸರ್ಕಾರಿ ಹಿರಿಯ ಪ್ರಾಥಮಿಕ ಶಾಲೆಯಲ್ಲಿ 1984–85 ನೇ ಸಾಲಿನ ವಿದ್ಯಾರ್ಥಿಗಳಿಂದ ಭಾನುವಾರ ಗುರುವಂದನಾ ಕಾರ್ಯಕ್ರಮ ಆಯೋಜಿಸಲಾಗಿತ್ತು. ಬರೋಬ್ಬರಿ 40 ವರ್ಷಗಳ ಬಳಿಕ ಇಪ್ಪತ್ತಕ್ಕೂ ಹೆಚ್ಚು ವಿದ್ಯಾರ್ಥಿಗಳು ತಮಗೆ ಅಕ್ಷರ ಕಲಿಸಿದ ಗುರುಗಳನ್ನು ಒಂದೆಡೆ ಸೇರಿಸಿ ಸನ್ಮಾನಿಸಿ ಗೌರವಿಸಿದರು. ಅಲ್ಲದೆ ಕಲಿತ ಶಾಲಾ ದಿನಗಳ ಕೆಲ ಘಟನೆಗಳನ್ನು ಮೆಲುಕು ಹಾಕುವ ಮೂಲಕ ವಿದ್ಯಾರ್ಥಿಗಳು ಶಿಕ್ಷಕರು ಒಟ್ಟಿಗೆ ಸಹಭೋಜನ ಮಾಡಿ ಕೃತಜ್ಞರಾದರು. ಗುರುವಂದನೆ ಸ್ವೀಕರಿಸಿ ನಿವೃತ್ತ ಮುಖ್ಯಶಿಕ್ಷಕ ರಾಮಣ್ಣ ಮಾತನಾಡಿ ಹಿಂದಿನಿಂದ ಇಂದು ಶಿಕ್ಷಕರು ವಿದ್ಯಾರ್ಥಿಗಳಿಗೆ ಶಿಸ್ತು ಕಲಿಸಲು ಸಾಧ್ಯವಿಲ್ಲ. ಕಲಿಸಲು ಮುಂದಾದರೆ 3 ತಿಂಗಳಿಗೆ ಮನೆಗೆ ಹೋಗಬೇಕಾದ ಪರಿಸ್ಥಿತಿ ಇದೆ. ಹಾಗಾಗಿ ಪೋಷಕರು ಮಕ್ಕಳಿಗೆ ಶಿಸ್ತು ಕಲಿಸುವ ಅನಿವಾರ್ಯತೆ ಇದೆ. ಅಲ್ಲದೆ ಶಾಲೆಯಲ್ಲಿ ಈಗ ಮಕ್ಕಳಿಗಾಗಿ ಸಂಸ್ಕೃತಿ ಇದೆ. ಅಕ್ಷರವನ್ನು ಸಂಸ್ಕೃತಿಯನ್ನು ಪೋಷಕರೇ ಮನೆಯಲ್ಲಿ ಕಲಿಸಬೇಕಿದೆ. ಮಕ್ಕಳು ಮೊದಲ ಪಾಠಶಾಲೆ, ತಾಯಿಯೇ ಮೊದಲು ಗುರು ಎನ್ನುವುದು ಈಗ ಸ್ವಲ್ಪ ಬದಲಾಗಿದ್ದು ತಾಯಿಯ ನಂತರ ಶಿಕ್ಷಕರ ಗುರು ಎನ್ನುವಂತಾಗಿದ್ದು ಇದನ್ನು ತಾಯಂದಿರು ಅರ್ಥ ಮಾಡಿಕೊಳ್ಳಬೇಕಿದೆ ಎಂದರು. ನಿವೃತ್ತ ಮುಖ್ಯಶಿಕ್ಷಕ ನಾಗರಾಜು ಮಾತನಾಡಿ ನಮ್ಮ ಮಕ್ಕಳು ನಾವು ಕಾರ್ಯಕ್ರಮಕ್ಕೆ ಶಿಕ್ಷಕರಾಗಿರುವ ನನ್ನ 65 ಮಂದಿ ಶಿಷ್ಯರಿದ್ದು ಬಂದಿದ್ದಾರೆ. ಇಂಥ ಕಾರ್ಯಕ್ರಮದಲ್ಲಿ ನನ್ನಂದ ಒಂದು ಕೆಲಸ ಮಾಡಬೇಕಿ ಎಲ್ಲರನ್ನೂ ತಮ್ಮ ಮನೆಯ ಕಾರ್ಯಕ್ರಮದ ರೀತಿ ಅವರೇ ಮಾಡಿದ್ದಾರೆ. ಅಲ್ಲದೆ ಬೆಂಗಳೂರಿನಲ್ಲಿ ಎಸ್‌ಬಿ ನನ್ನ ಕಾರನ್ನು ತಡೆದು [43, 1718, 320, 2288]
lead-headline: ಪ್ರವಾಸಿ ತಾಣವಾದ ಮಂದರಗಿರಿ ಬೆಟ್ಟ [43, 129, 1085, 232]
story4-body [934, 2046, 1454, 2385]
issue-date: Date: 17-02-2025 Monday [632, 82, 892, 103]
subhead-pinchi-text: ಪ್ರಸಿದ್ಧ ಪಿಂಚಿ ದೇವಾಲಯ: [404, 697, 530, 714]
photo-peacock-temple [330, 246, 881, 595]
hilltop-temple-illustration [893, 981, 1455, 1278]
photo-hilltop-temple [893, 981, 1455, 1278]
subhead-tips [1181, 691, 1455, 737]
lead-col3-text: ಪೊರಕೆಯನ್ನು ಒಯ್ಯುತ್ತಾರೆ, ಆದ್ದರಿಂದ ಅವರ ಜೀವನಗಳನ್ನು ಉಳಿಸುತ್ತಾರೆ. [614, 602, 881, 641]
subhead-where [43, 778, 320, 801]
lead-column-5 [1181, 244, 1455, 973]
story2-headline: ಅರೇಮಲ್ಲೇನಹಳ್ಳಿ ಗ್ರಾ.ಪಂ ಅಧ್ಯಕ್ಷರಾಗಿ ತೇಜಾವತಿ ಕೃಷ್ಣೇಗೌಡ [934, 1304, 1528, 1341]
subhead-tips-text: ಮಂದರಗಿರಿ ಬೆಟ್ಟಕ್ಕೆ ಭೇಟಿ ನೀಡಲು ಇನ್ನೂ ಕೆಲವು ಸಲಹೆಗಳು [1203, 694, 1434, 734]
story4-headline: ಬೆಳೆ ವಿಮೆ : ರೈತರು ಅಗತ್ಯ ದಾಖಲೆ ಸಲ್ಲಿಸಲು ಮನವಿ [934, 1991, 1454, 2037]
subhead-pinchi-temple [330, 694, 604, 717]
lead-col5b-text: ನಾವು ತಿಳಿಸಿದ ಎಲ್ಲಾ ಸ್ಥಳಗಳನ್ನು ಕವರ್ ಮಾಡಲು ನಿಮಗೆ ಕನಿಷ್ಠ 4–5 ಗಂಟೆಗಳ ಅಗತ್ಯವಿದೆ. ನಾವು ಕೇವಲ 3.5 ಗಂಟೆಗಳ ಕಾಲ ಕಳೆದಿದ್ದೇವೆ ಮತ್ತು ನಾವು ತರಾತುರಿ ತಪ್ಪಿಸುವುದರಿಂದ ಹೆಚ್ಚು ಸಮಯ ಇರಲು ಸಾಧ್ಯವಾಗಲಿಲ್ಲ. ನಾವು ಕೆಲವು ಸ್ಥಳಗಳಲ್ಲಿ ನಾವು ಬಯಸಿದ್ದಕ್ಕಿಂತ ಕಡಿಮೆ ಸಮಯವನ್ನು ಕಳೆದಿದ್ದೇವೆ. ನೀವು ಸ್ವಲ್ಪ ದೃಶ್ಯವೀಕ್ಷಣೆಯನ್ನು ಆನಂದಿಸಿದರೆ ಮತ್ತು ಪ್ರಕೃತಿಯಿಂದ ವಿಶ್ರಾಂತಿ ದಿನವನ್ನು ಆನಂದಿಸಿದರೆ, ನೀವು ಇಡೀ ದಿನವನ್ನು ಸುಲಭವಾಗಿ ಇಲ್ಲಿ ಕಳೆಯಬಹುದು. [1181, 484, 1455, 685]
garland-illustration [934, 1351, 1454, 1663]
masthead-logo [45, 80, 162, 106]
story3-column-a [43, 1715, 320, 2385]
lead-column-2 [330, 599, 604, 1287]
section-divider-1 [41, 1292, 1454, 1293]
lead-col2b-text: ನೀವು ಬೆಟ್ಟದ ಬುಡವನ್ನು ಸಮೀಪಿಸಿದಾಗ, ನೀವು ಮೊದಲು ಗಮನಿಸುವುದು ನವಿಲು ಗರಿಗಳ ಆಕಾರದ ದೇವಾಲಯದ ಪ್ರಭಾವಶಾಲಿಯಾದ ನೀಲಿ, ಹಸಿರು ಮತ್ತು ಕಿತ್ತಳೆ ವರ್ಣಗಳು. ಜೈನ ದೇವಾಲಯ ಅಥವಾ ಗುರುಮಂದಿರವು 80 ಅಡಿ ಎತ್ತರದಲ್ಲಿದೆ. ಗೋಡೆಯ ವರ್ಣಚಿತ್ರಗಳನ್ನು ಶಾಲೆಗಳು ಮತ್ತು ಧ್ಯಾನ ಮಾಡಲು ದೇವಾಲಯವು ಎಲ್ಲರಿಗೂ ತೆರೆದಿರುತ್ತದೆ. ಮುಂಜಾನೆ ಅದನ್ನು ಮುಚ್ಚಿರುವುದನ್ನು ನೀವು ಕಂಡುಕೊಂಡರೆ, ಪ್ರವೇಶದ್ವಾರದಲ್ಲಿ ನೀವು ಪಾದ್ರಿಯ ಸಂಖ್ಯೆಯನ್ನು ಕಾಣಬಹುದು. ಅವರು ಹತ್ತಿರದಲ್ಲಿ ವಾಸಿಸುತ್ತಾರೆ ಮತ್ತು ನಿಮಗೆ ಕೀಲಿಯನ್ನು ನೀಡುತ್ತಾರೆ. ಸ್ವಲ್ಪ ಹಿನ್ನೆಲೆ: ದಿಗಂಬರ ಪಂಥಗಳ ಆಚರಣೆಗಳನ್ನು ಅದರ ಮೂಲ ರೂಪದಲ್ಲಿ ಪುನರುಜ್ಜೀವನಗೊಳಿಸಿದ ಆಚಾರ್ಯ ಶ್ರೀ ಶಾಂತಿಸಾಗರ್ ಅವರ ಶಿಷ್ಯರಲ್ಲಿ ಈ ದೇವಾಲಯವನ್ನು ನಿರ್ಮಿಸಲಾಗಿದೆ. ಜೈನ ಧರ್ಮದ ಪ್ರಮುಖ ಶಾಲೆಗಳಲ್ಲಿ ಒಂದಾದ ದಿಗಂಬರ ಪಂಥದ ಸನ್ಯಾಸಿಗಳು ಯಾವುದೇ ಲೌಕಿಕ ಆಸ್ತಿಯ ಕಡೆಗೆ ಅಂಟಿಕೊಳ್ಳುವುದಿಲ್ಲ ಹತ್ತಾ ಮೇಲೆ ಬದುಕುತ್ತಾರೆ. ಆತ್ಯಂತಿಕ ಅಹಿಂಸೆಯ ಮಾರ್ಗದಲ್ಲಿ, ಅವರು ತಮ್ಮ ದಾರಿಯಲ್ಲಿರುವ ಅತ್ಯಂತ ಚಿಕ್ಕ ಜೀವಿಗಳನ್ನು ಸಹ ತೆಗೆದುಹಾಕಲು ನವಿಲುಗಳ ಬಿದ್ದ ಗರಿಗಳಿಂದ ಮಾಡಿದ 'ಪಿಂಚಿ' ಅಥವಾ ಸಮುದಾಯ ಒಡೆಯನ [330, 723, 604, 1178]
logo-part2: ಮಿತ್ರ [128, 80, 162, 106]
masthead-tagline: ಕನ್ನಡ ದಿನಪತ್ರಿಕೆ [223, 83, 306, 102]
